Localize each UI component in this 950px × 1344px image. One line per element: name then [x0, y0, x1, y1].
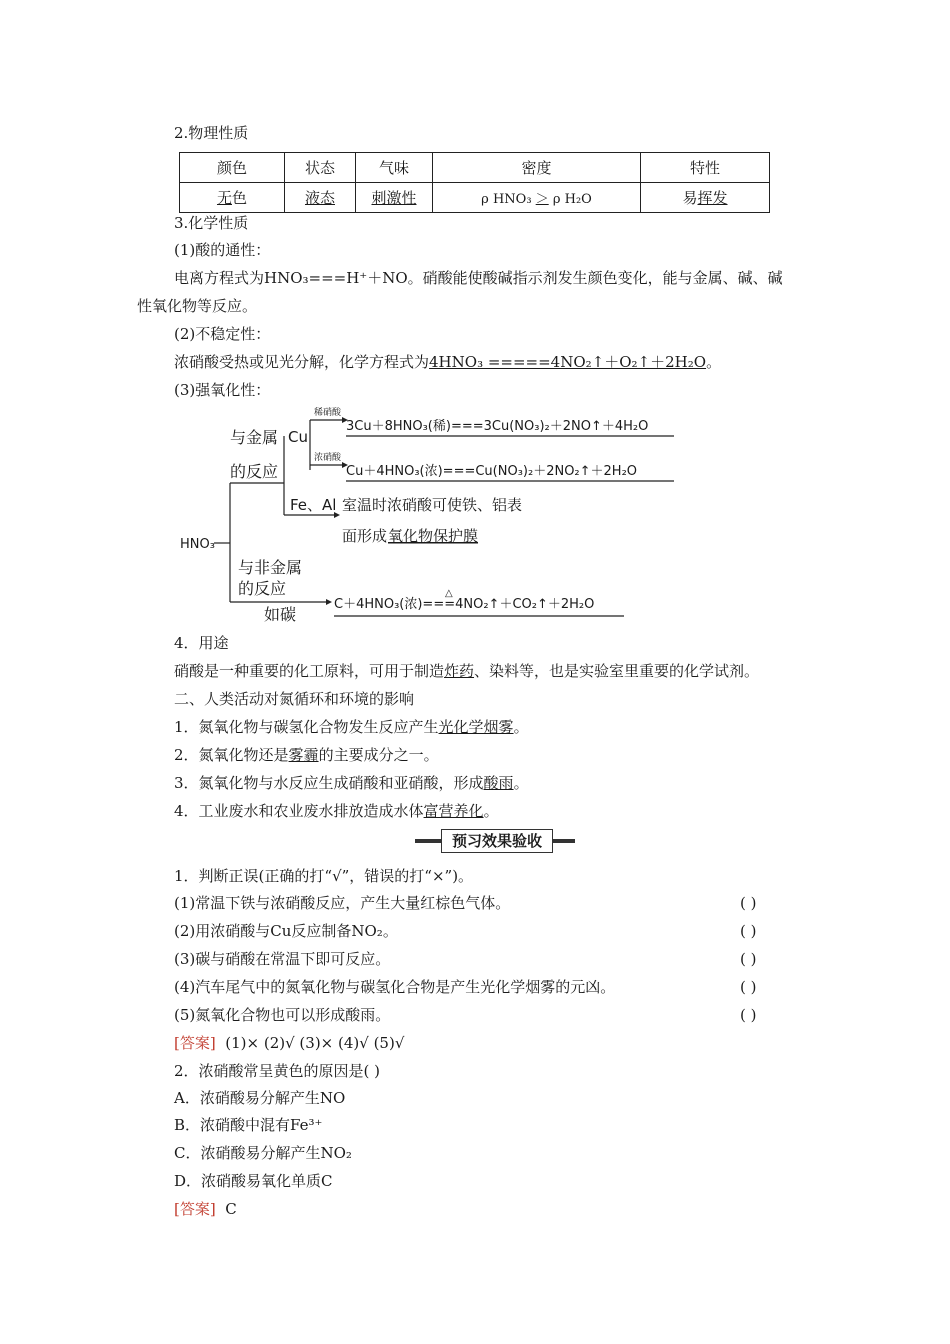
- cell-state-answer: 液态: [304, 189, 335, 207]
- density-left: ρ HNO₃: [481, 192, 532, 207]
- answer-1-text: (1)× (2)√ (3)× (4)√ (5)√: [225, 1034, 405, 1052]
- option-d: D．浓硝酸易氧化单质C: [174, 1172, 333, 1190]
- ionization-text-cont: 性氧化物等反应。: [137, 297, 258, 315]
- metal-branch-line1: 与金属: [230, 428, 279, 447]
- answer-2: [174, 1199, 237, 1219]
- use-text-a: 硝酸是一种重要的化工原料，可用于制造: [174, 662, 445, 680]
- density-right: ρ H₂O: [552, 192, 592, 207]
- header-color: 颜色: [180, 153, 285, 183]
- h2-a: 2．氮氧化物还是: [174, 746, 289, 764]
- quiz-item-4: (4)汽车尾气中的氮氧化物与碳氢化合物是产生光化学烟雾的元凶。: [174, 978, 616, 996]
- human-item-3: [174, 773, 529, 793]
- quiz-item-3: (3)碳与硝酸在常温下即可反应。: [174, 950, 391, 968]
- header-state: 状态: [285, 153, 356, 183]
- density-compare: ＞: [535, 192, 549, 207]
- h3-a: 3．氮氧化物与水反应生成硝酸和亚硝酸，形成: [174, 774, 484, 792]
- answer-2-text: C: [225, 1200, 237, 1218]
- use-text: [174, 661, 759, 681]
- answer-blank-4[interactable]: ( ): [740, 978, 757, 996]
- option-b: B．浓硝酸中混有Fe³⁺: [174, 1116, 323, 1134]
- property-prefix: 易: [682, 189, 698, 207]
- banner-title: 预习效果验收: [441, 829, 553, 853]
- instability-end: 。: [706, 353, 722, 371]
- human-activity-heading: 二、人类活动对氮循环和环境的影响: [174, 690, 415, 708]
- fe-al-text-2b: 氧化物保护膜: [388, 527, 479, 545]
- h4-b: 富营养化: [423, 802, 484, 820]
- instability-equation: 4HNO₃ =====4NO₂↑＋O₂↑＋2H₂O: [429, 353, 707, 371]
- quiz-q1: 1．判断正误(正确的打“√”，错误的打“×”)。: [174, 867, 474, 885]
- answer-1: [174, 1033, 404, 1053]
- chemical-properties-title: 3.化学性质: [174, 214, 249, 232]
- h1-b: 光化学烟雾: [438, 718, 514, 736]
- quiz-item-2: (2)用浓硝酸与Cu反应制备NO₂。: [174, 922, 398, 940]
- cell-color-answer: 无: [216, 189, 232, 207]
- quiz-item-1: (1)常温下铁与浓硝酸反应，产生大量红棕色气体。: [174, 894, 511, 912]
- answer-blank-1[interactable]: ( ): [740, 894, 757, 912]
- oxidizing-heading: (3)强氧化性：: [174, 381, 271, 399]
- fe-al-label: Fe、Al: [290, 496, 337, 514]
- dilute-equation: 3Cu＋8HNO₃(稀)===3Cu(NO₃)₂＋2NO↑＋4H₂O: [346, 419, 649, 434]
- option-a: A．浓硝酸易分解产生NO: [174, 1089, 346, 1107]
- instability-heading: (2)不稳定性：: [174, 325, 271, 343]
- carbon-equation: C＋4HNO₃(浓)===4NO₂↑＋CO₂↑＋2H₂O: [334, 597, 595, 612]
- h4-c: 。: [483, 802, 499, 820]
- quiz-q2: 2．浓硝酸常呈黄色的原因是( ): [174, 1062, 381, 1080]
- cell-color-tail: 色: [232, 189, 248, 207]
- carbon-label: 如碳: [264, 605, 297, 624]
- answer-tag-2: [答案]: [174, 1200, 216, 1218]
- nonmetal-branch-line1: 与非金属: [238, 558, 303, 577]
- fe-al-text-2a: 面形成: [342, 527, 388, 545]
- h3-c: 。: [513, 774, 529, 792]
- answer-blank-2[interactable]: ( ): [740, 922, 757, 940]
- diagram-root: HNO₃: [180, 537, 215, 552]
- h3-b: 酸雨: [483, 774, 514, 792]
- banner-bar-left: [415, 839, 441, 843]
- h1-a: 1．氮氧化物与碳氢化合物发生反应产生: [174, 718, 439, 736]
- quiz-item-5: (5)氮氧化合物也可以形成酸雨。: [174, 1006, 391, 1024]
- property-answer: 挥发: [697, 189, 728, 207]
- acid-common-heading: (1)酸的通性：: [174, 241, 271, 259]
- cu-label: Cu: [288, 428, 308, 446]
- nonmetal-branch-line2: 的反应: [238, 579, 287, 598]
- h2-b: 雾霾: [288, 746, 319, 764]
- answer-tag-1: [答案]: [174, 1034, 216, 1052]
- ionization-text: 电离方程式为HNO₃===H⁺＋NO。硝酸能使酸碱指示剂发生颜色变化，能与金属、碱、碱: [174, 269, 783, 287]
- physical-properties-title: 2.物理性质: [174, 124, 249, 142]
- human-item-4: [174, 801, 499, 821]
- conc-label: 浓硝酸: [314, 453, 342, 463]
- nonmetal-arrowhead: [326, 599, 332, 605]
- h1-c: 。: [513, 718, 529, 736]
- answer-blank-3[interactable]: ( ): [740, 950, 757, 968]
- human-item-2: [174, 745, 439, 765]
- h2-c: 的主要成分之一。: [318, 746, 439, 764]
- cell-odor-answer: 刺激性: [371, 189, 417, 207]
- banner-bar-right: [553, 839, 575, 843]
- fe-al-text-1: 室温时浓硝酸可使铁、铝表: [342, 496, 523, 514]
- answer-blank-5[interactable]: ( ): [740, 1006, 757, 1024]
- conc-equation: Cu＋4HNO₃(浓)===Cu(NO₃)₂＋2NO₂↑＋2H₂O: [346, 464, 638, 479]
- header-odor: 气味: [356, 153, 433, 183]
- heat-symbol: △: [445, 588, 453, 599]
- metal-branch-line2: 的反应: [230, 462, 279, 481]
- use-text-c: 、染料等，也是实验室里重要的化学试剂。: [474, 662, 760, 680]
- instability-text-a: 浓硝酸受热或见光分解，化学方程式为: [174, 353, 430, 371]
- use-heading: 4．用途: [174, 634, 229, 652]
- human-item-1: [174, 717, 529, 737]
- dilute-label: 稀硝酸: [314, 408, 342, 418]
- h4-a: 4．工业废水和农业废水排放造成水体: [174, 802, 424, 820]
- preview-check-banner: [415, 829, 575, 851]
- header-property: 特性: [641, 153, 770, 183]
- option-c: C．浓硝酸易分解产生NO₂: [174, 1144, 352, 1162]
- header-density: 密度: [433, 153, 641, 183]
- use-text-b: 炸药: [444, 662, 475, 680]
